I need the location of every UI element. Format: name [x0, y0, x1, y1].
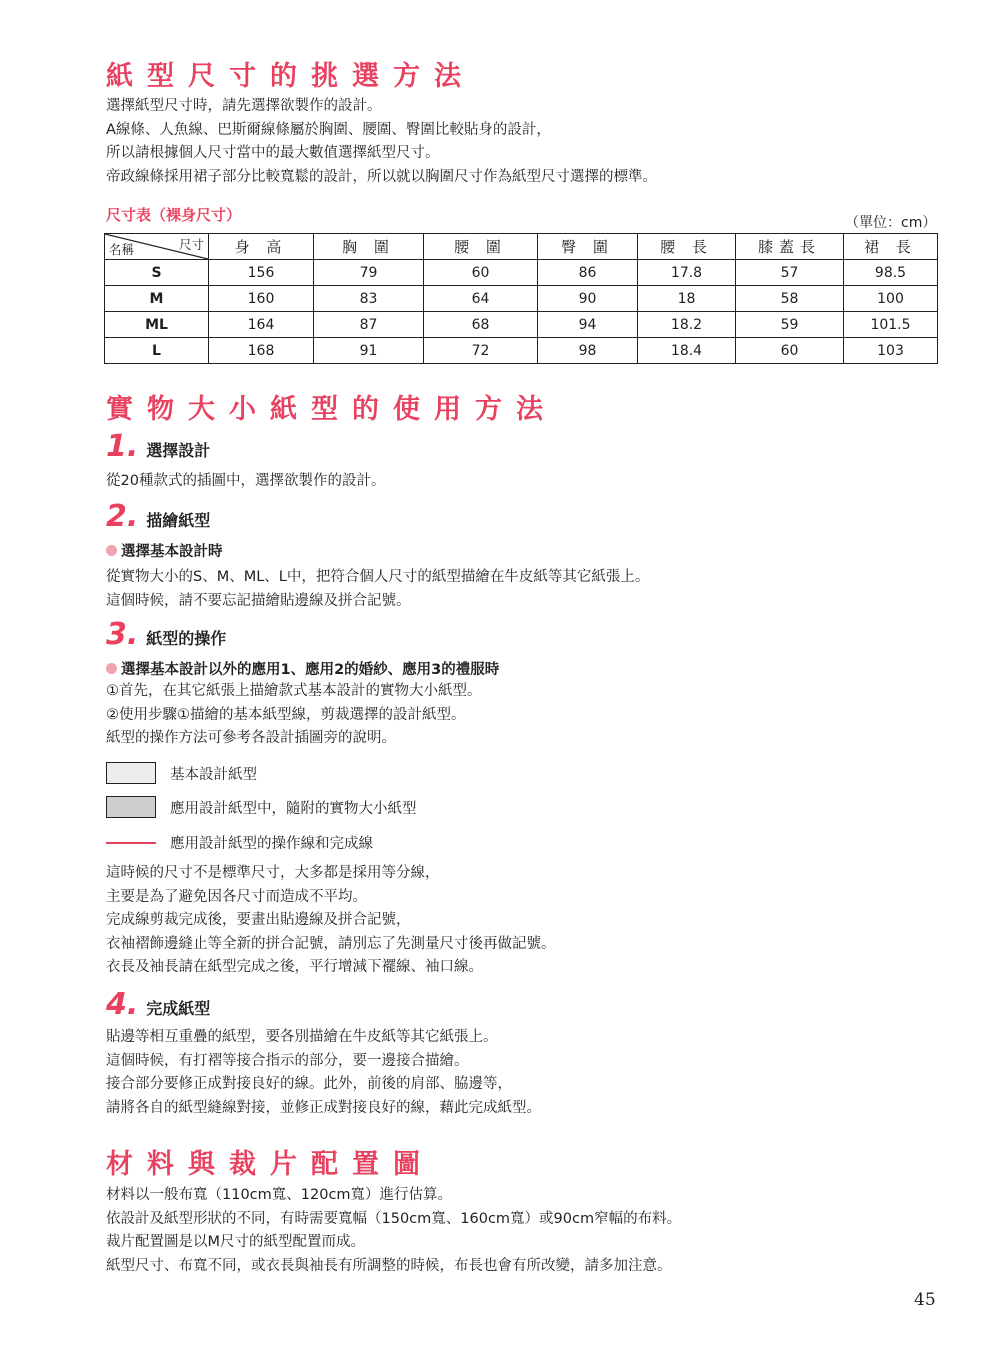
step-label: 紙型的操作 [146, 629, 227, 648]
legend-label: 基本設計紙型 [170, 766, 257, 783]
table-cell: 98 [538, 338, 638, 364]
column-header: 腰 長 [638, 234, 736, 260]
bullet-text: 選擇基本設計時 [121, 544, 223, 560]
step-number: 4. [106, 987, 139, 1022]
text-line: 選擇紙型尺寸時，請先選擇欲製作的設計。 [106, 98, 382, 114]
step-number: 3. [106, 617, 139, 652]
text-line: 請將各自的紙型縫線對接，並修正成對接良好的線，藉此完成紙型。 [106, 1099, 541, 1116]
text-line: 所以請根據個人尺寸當中的最大數值選擇紙型尺寸。 [106, 145, 440, 162]
table-cell: 59 [736, 312, 844, 338]
size-table-caption: 尺寸表（裸身尺寸） [106, 206, 242, 224]
table-cell: 103 [844, 338, 938, 364]
legend-label: 應用設計紙型的操作線和完成線 [170, 836, 373, 852]
step-3-bullet [106, 658, 499, 679]
size-table [104, 233, 938, 364]
text-line: 主要是為了避免因各尺寸而造成不平均。 [106, 888, 367, 905]
table-cell: 18.2 [638, 312, 736, 338]
table-cell: 18.4 [638, 338, 736, 364]
text-line: 從實物大小的S、M、ML、L中，把符合個人尺寸的紙型描繪在牛皮紙等其它紙張上。 [106, 569, 650, 585]
size-table-unit: （單位：cm） [845, 215, 937, 231]
text-line: 裁片配置圖是以M尺寸的紙型配置而成。 [106, 1234, 366, 1251]
table-cell: 91 [314, 338, 424, 364]
text-line: 接合部分要修正成對接良好的線。此外，前後的肩部、脇邊等， [106, 1076, 512, 1093]
column-header: 腰 圍 [424, 234, 538, 260]
row-size-name: L [105, 338, 209, 364]
legend-swatch-light [106, 762, 156, 784]
corner-label-name: 名稱 [109, 242, 135, 257]
text-line: 依設計及紙型形狀的不同，有時需要寬幅（150cm寬、160cm寬）或90cm窄幅的布料。 [106, 1210, 682, 1227]
legend-included-pattern [106, 796, 417, 818]
size-table-header-row [105, 234, 938, 260]
step-2-text [106, 566, 649, 613]
step-3-heading [106, 617, 227, 652]
row-size-name: M [105, 286, 209, 312]
step-label: 選擇設計 [146, 441, 211, 460]
column-header: 裙 長 [844, 234, 938, 260]
table-cell: 101.5 [844, 312, 938, 338]
step-3-notes [106, 862, 556, 980]
text-line: 帝政線條採用裙子部分比較寬鬆的設計，所以就以胸圍尺寸作為紙型尺寸選擇的標準。 [106, 168, 657, 185]
table-cell: 60 [424, 260, 538, 286]
text-line: 從20種款式的插圖中，選擇欲製作的設計。 [106, 473, 386, 489]
step-4-text [106, 1026, 541, 1120]
table-cell: 168 [209, 338, 314, 364]
step-number: 1. [106, 429, 139, 464]
text-line: 紙型尺寸、布寬不同，或衣長與袖長有所調整的時候，布長也會有所改變，請多加注意。 [106, 1257, 672, 1274]
text-line: ②使用步驟①描繪的基本紙型線，剪裁選擇的設計紙型。 [106, 706, 466, 723]
row-size-name: S [105, 260, 209, 286]
column-header: 胸 圍 [314, 234, 424, 260]
column-header: 身 高 [209, 234, 314, 260]
legend-swatch-gray [106, 796, 156, 818]
step-2-bullet [106, 540, 223, 561]
bullet-text: 選擇基本設計以外的應用1、應用2的婚紗、應用3的禮服時 [121, 662, 500, 678]
step-2-heading [106, 499, 211, 534]
table-cell: 79 [314, 260, 424, 286]
column-header: 臀 圍 [538, 234, 638, 260]
text-line: 這個時候，請不要忘記描繪貼邊線及拼合記號。 [106, 592, 411, 609]
table-corner-cell [105, 234, 209, 260]
table-cell: 57 [736, 260, 844, 286]
table-cell: 156 [209, 260, 314, 286]
step-1-text [106, 470, 385, 494]
table-row [105, 286, 938, 312]
table-cell: 83 [314, 286, 424, 312]
section-title-materials: 材料與裁片配置圖 [106, 1149, 434, 1180]
table-cell: 94 [538, 312, 638, 338]
bullet-dot-icon [106, 545, 117, 556]
step-1-heading [106, 429, 211, 464]
table-row [105, 312, 938, 338]
section-title-pattern-size: 紙型尺寸的挑選方法 [106, 61, 475, 92]
table-cell: 90 [538, 286, 638, 312]
step-number: 2. [106, 499, 139, 534]
text-line: 紙型的操作方法可參考各設計插圖旁的說明。 [106, 730, 396, 747]
text-line: 完成線剪裁完成後，要畫出貼邊線及拼合記號， [106, 912, 411, 929]
table-cell: 18 [638, 286, 736, 312]
legend-operation-line [106, 832, 373, 853]
section-title-pattern-usage: 實物大小紙型的使用方法 [106, 394, 557, 425]
corner-label-size: 尺寸 [178, 237, 204, 252]
table-cell: 98.5 [844, 260, 938, 286]
table-cell: 86 [538, 260, 638, 286]
table-cell: 100 [844, 286, 938, 312]
table-cell: 72 [424, 338, 538, 364]
text-line: 衣袖褶飾邊縫止等全新的拼合記號，請別忘了先測量尺寸後再做記號。 [106, 935, 556, 952]
table-row [105, 260, 938, 286]
text-line: A線條、人魚線、巴斯爾線條屬於胸圍、腰圍、臀圍比較貼身的設計， [106, 121, 551, 138]
step-4-heading [106, 987, 211, 1022]
column-header: 膝蓋長 [736, 234, 844, 260]
table-cell: 68 [424, 312, 538, 338]
table-cell: 60 [736, 338, 844, 364]
bullet-dot-icon [106, 663, 117, 674]
page-number: 45 [914, 1290, 936, 1310]
table-cell: 87 [314, 312, 424, 338]
text-line: ①首先，在其它紙張上描繪款式基本設計的實物大小紙型。 [106, 683, 482, 699]
section-intro-text [106, 95, 657, 189]
row-size-name: ML [105, 312, 209, 338]
legend-red-line [106, 842, 156, 844]
text-line: 這時候的尺寸不是標準尺寸，大多都是採用等分線， [106, 865, 440, 881]
step-3-text [106, 680, 482, 751]
table-cell: 64 [424, 286, 538, 312]
text-line: 這個時候，有打褶等接合指示的部分，要一邊接合描繪。 [106, 1052, 469, 1069]
table-cell: 17.8 [638, 260, 736, 286]
table-row [105, 338, 938, 364]
text-line: 材料以一般布寬（110cm寬、120cm寬）進行估算。 [106, 1187, 453, 1203]
table-cell: 58 [736, 286, 844, 312]
table-cell: 164 [209, 312, 314, 338]
text-line: 衣長及袖長請在紙型完成之後，平行增減下襬線、袖口線。 [106, 959, 483, 976]
step-label: 描繪紙型 [146, 511, 211, 530]
legend-label: 應用設計紙型中，隨附的實物大小紙型 [170, 800, 417, 817]
step-label: 完成紙型 [146, 999, 211, 1018]
text-line: 貼邊等相互重疊的紙型，要各別描繪在牛皮紙等其它紙張上。 [106, 1029, 498, 1045]
legend-basic-pattern [106, 762, 257, 784]
table-cell: 160 [209, 286, 314, 312]
section-materials-text [106, 1184, 681, 1278]
